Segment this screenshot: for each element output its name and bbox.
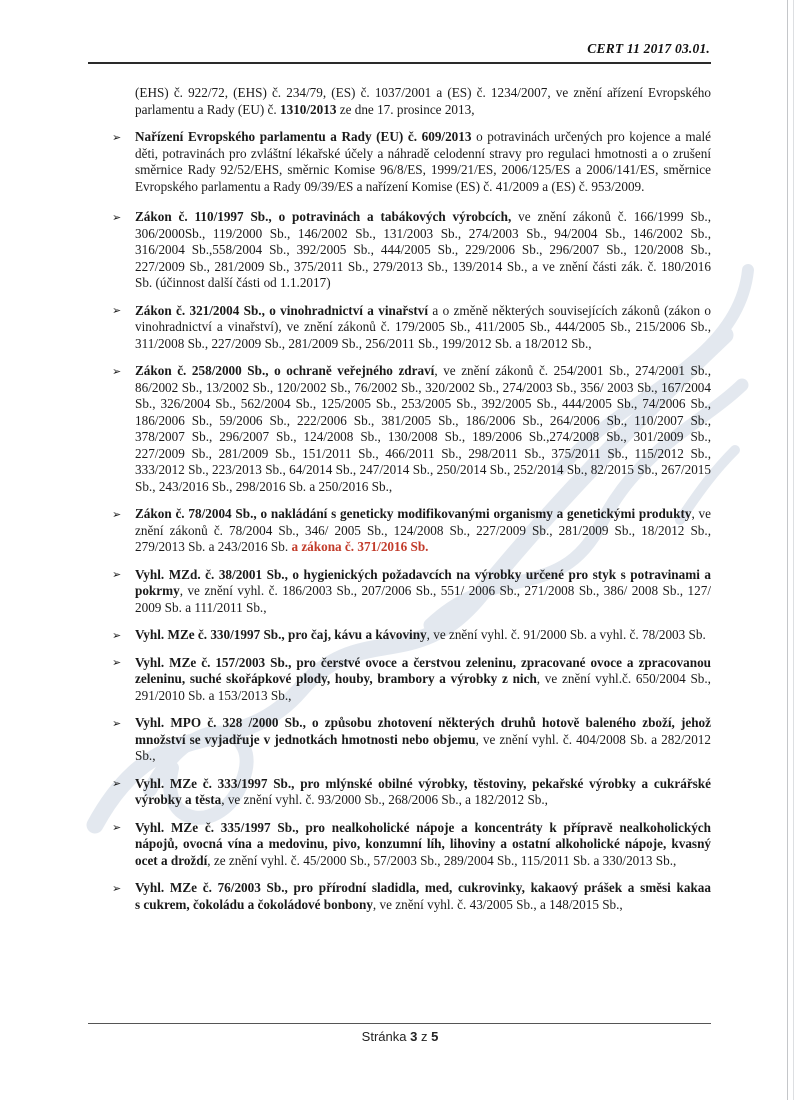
footer-divider (88, 1023, 711, 1024)
regulation-item (112, 363, 712, 495)
arrow-bullet-icon: ➢ (112, 364, 122, 378)
arrow-bullet-icon: ➢ (112, 568, 122, 581)
arrow-bullet-icon: ➢ (112, 304, 122, 317)
footer-of-word: z (420, 1029, 428, 1044)
regulation-item (112, 209, 711, 292)
paragraph-text: (EHS) č. 922/72, (EHS) č. 234/79, (ES) č. 1037/2001 a (ES) č. 1234/2007, ve znění ařízení Evropského parlamentu a Rady (EU) č. 1310/2013 ze dne 17. prosince 2013, (135, 85, 711, 117)
paragraph-text: Vyhl. MPO č. 328 /2000 Sb., o způsobu zhotovení některých druhů hotově baleného zboží, jehož množství se vyjadřuje v jednotkách hmotnosti nebo objemu, ve znění vyhl. č. 404/2008 Sb. a 282/2012 Sb., (135, 715, 711, 763)
paragraph-text: Zákon č. 78/2004 Sb., o nakládání s geneticky modifikovanými organismy a genetickými produkty, ve znění zákonů č. 78/2004 Sb., 346/ 2005 Sb., 124/2008 Sb., 227/2009 Sb., 281/2009 Sb., 18/2012 Sb., 279/2013 Sb. a 243/2016 Sb. a zákona č. 371/2016 Sb. (135, 506, 711, 554)
arrow-bullet-icon: ➢ (112, 777, 122, 790)
document-code: CERT 11 2017 03.01. (587, 41, 710, 56)
paragraph-text: Vyhl. MZe č. 335/1997 Sb., pro nealkoholické nápoje a koncentráty k přípravě nealkoholických nápojů, ovocná vína a medovinu, pivo, konzumní líh, lihoviny a ostatní alkoholické nápoje, kvasný ocet a droždí, ze znění vyhl. č. 45/2000 Sb., 57/2003 Sb., 289/2004 Sb., 115/2011 Sb. a 330/2013 Sb., (135, 819, 711, 868)
regulation-item (112, 880, 711, 913)
regulation-item (112, 775, 711, 809)
paragraph-text: Zákon č. 321/2004 Sb., o vinohradnictví a vinařství a o změně některých souvisejících zákonů (zákon o vinohradnictví a vinařství), ve znění zákonů č. 179/2005 Sb., 411/2005 Sb., 444/2005 Sb., 215/2006 Sb., 311/2008 Sb., 227/2009 Sb., 281/2009 Sb., 256/2011 Sb., 199/2012 Sb. a 18/2012 Sb., (135, 302, 711, 351)
paragraph-text: Vyhl. MZe č. 157/2003 Sb., pro čerstvé ovoce a čerstvou zeleninu, zpracované ovoce a zpracovanou zeleninu, suché skořápkové plody, houby, brambory a výrobky z nich, ve znění vyhl.č. 650/2004 Sb., 291/2010 Sb. a 153/2013 Sb., (135, 654, 711, 703)
arrow-bullet-icon: ➢ (112, 210, 122, 224)
regulation-item (112, 715, 711, 765)
arrow-bullet-icon: ➢ (112, 628, 122, 642)
paragraph-text: Vyhl. MZe č. 330/1997 Sb., pro čaj, kávu a kávoviny, ve znění vyhl. č. 91/2000 Sb. a vyhl. č. 78/2003 Sb. (135, 627, 706, 642)
regulation-item (112, 819, 711, 870)
paragraph-text: Vyhl. MZd. č. 38/2001 Sb., o hygienických požadavcích na výrobky určené pro styk s potravinami a pokrmy, ve znění vyhl. č. 186/2003 Sb., 207/2006 Sb., 551/ 2006 Sb., 271/2008 Sb., 386/ 2008 Sb., 127/ 2009 Sb. a 111/2011 Sb., (135, 566, 711, 615)
paragraph-text: Vyhl. MZe č. 333/1997 Sb., pro mlýnské obilné výrobky, těstoviny, pekařské výrobky a cukrářské výrobky a těsta, ve znění vyhl. č. 93/2000 Sb., 268/2006 Sb., a 182/2012 Sb., (135, 775, 711, 807)
paragraph-text: Nařízení Evropského parlamentu a Rady (EU) č. 609/2013 o potravinách určených pro kojence a malé děti, potravinách pro zvláštní lékařské účely a náhradě celodenní stravy pro regulaci hmotnosti a o zrušení směrnice Rady 92/52/EHS, směrnic Komise 96/8/ES, 1999/21/ES, 2006/125/ES a 2006/141/ES, směrnice Evropského parlamentu a Rady 09/39/ES a nařízení Komise (ES) č. 41/2009 a (ES) č. 953/2009. (135, 129, 711, 194)
regulation-list (112, 85, 712, 924)
footer-prefix: Stránka (361, 1029, 407, 1044)
scan-edge-line (787, 0, 788, 1100)
regulation-item (112, 129, 711, 195)
arrow-bullet-icon: ➢ (112, 881, 122, 895)
arrow-bullet-icon: ➢ (112, 821, 122, 834)
arrow-bullet-icon: ➢ (112, 656, 122, 669)
paragraph-text: Vyhl. MZe č. 76/2003 Sb., pro přírodní sladidla, med, cukrovinky, kakaový prášek a směsi kakaa s cukrem, čokoládu a čokoládové bonbony, ve znění vyhl. č. 43/2005 Sb., a 148/2015 Sb., (135, 880, 711, 912)
footer-total-pages: 5 (431, 1029, 439, 1044)
arrow-bullet-icon: ➢ (112, 716, 122, 730)
arrow-bullet-icon: ➢ (112, 130, 122, 144)
regulation-item (112, 627, 711, 644)
regulation-item (112, 654, 711, 705)
regulation-item (112, 302, 711, 353)
paragraph-text: Zákon č. 258/2000 Sb., o ochraně veřejného zdraví, ve znění zákonů č. 254/2001 Sb., 274/2001 Sb., 86/2002 Sb., 13/2002 Sb., 120/2002 Sb., 76/2002 Sb., 320/2002 Sb., 274/2003 Sb., 356/ 2003 Sb., 167/2004 Sb., 326/2004 Sb., 562/2004 Sb., 125/2005 Sb., 253/2005 Sb., 392/2005 Sb., 444/2005 Sb., 74/2006 Sb., 186/2006 Sb., 59/2006 Sb., 222/2006 Sb., 381/2005 Sb., 186/2006 Sb., 264/2006 Sb., 110/2007 Sb., 378/2007 Sb., 296/2007 Sb., 124/2008 Sb., 130/2008 Sb., 189/2006 Sb.,274/2008 Sb., 301/2009 Sb., 227/2009 Sb., 281/2009 Sb., 151/2011 Sb., 466/2011 Sb., 298/2011 Sb., 375/2011 Sb., 115/2012 Sb., 333/2012 Sb., 223/2013 Sb., 64/2014 Sb., 247/2014 Sb., 250/2014 Sb., 252/2014 Sb., 82/2015 Sb., 267/2015 Sb., 243/2016 Sb., 298/2016 Sb. a 250/2016 Sb., (135, 363, 712, 494)
regulation-item (112, 506, 711, 556)
page-number-footer (0, 1029, 800, 1044)
scan-edge-line (793, 0, 794, 1100)
paragraph-text: Zákon č. 110/1997 Sb., o potravinách a tabákových výrobcích, ve znění zákonů č. 166/1999 Sb., 306/2000Sb., 119/2000 Sb., 146/2002 Sb., 131/2003 Sb., 274/2003 Sb., 94/2004 Sb., 146/2002 Sb., 316/2004 Sb.,558/2004 Sb., 392/2005 Sb., 444/2005 Sb., 229/2006 Sb., 296/2007 Sb., 120/2008 Sb., 227/2009 Sb., 281/2009 Sb., 375/2011 Sb., 279/2013 Sb., 139/2014 Sb., a ve znění části zák. č. 180/2016 Sb. (účinnost další části od 1.1.2017) (135, 209, 711, 290)
regulation-item (112, 566, 711, 617)
header-divider (88, 62, 711, 64)
arrow-bullet-icon: ➢ (112, 507, 122, 521)
footer-page-number: 3 (410, 1029, 418, 1044)
continuation-paragraph (135, 85, 711, 118)
